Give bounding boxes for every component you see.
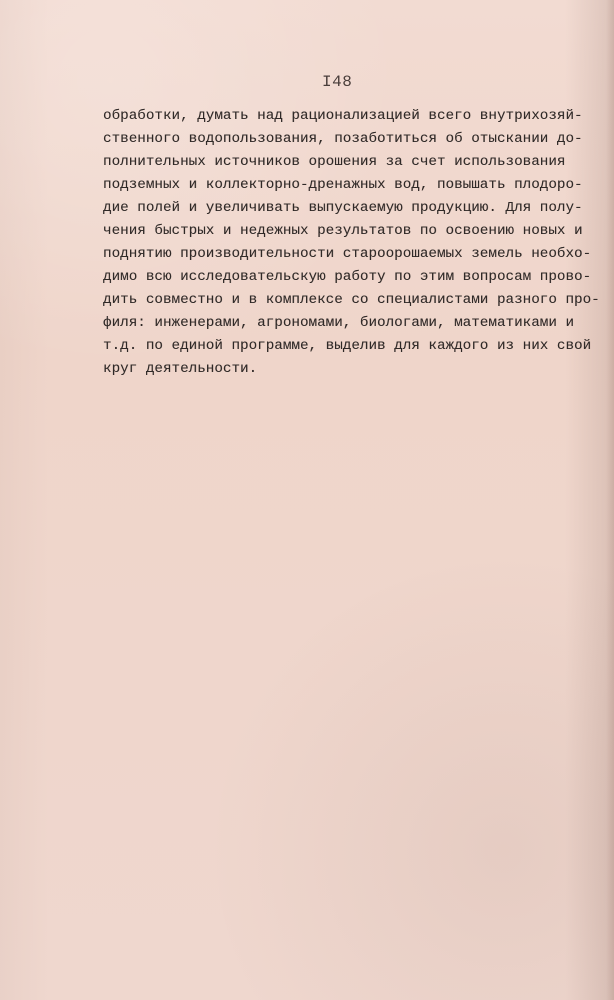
text-line: димо всю исследовательскую работу по этим вопросам прово-	[103, 269, 592, 285]
text-line: дие полей и увеличивать выпускаемую продукцию. Для полу-	[103, 200, 583, 216]
text-line: подземных и коллекторно-дренажных вод, повышать плодоро-	[103, 177, 583, 193]
paper-edge	[606, 0, 614, 1000]
body-text	[103, 105, 600, 381]
text-line: полнительных источников орошения за счет использования	[103, 154, 566, 170]
page-number: I48	[322, 73, 353, 91]
text-line: филя: инженерами, агрономами, биологами, математиками и	[103, 315, 575, 331]
text-line: поднятию производительности староорошаемых земель необхо-	[103, 246, 592, 262]
text-line: т.д. по единой программе, выделив для каждого из них свой	[103, 338, 592, 354]
text-line: обработки, думать над рационализацией всего внутрихозяй-	[103, 108, 583, 124]
text-line: ственного водопользования, позаботиться об отыскании до-	[103, 131, 583, 147]
text-line: круг деятельности.	[103, 361, 258, 377]
text-line: чения быстрых и недежных результатов по освоению новых и	[103, 223, 583, 239]
text-line: дить совместно и в комплексе со специалистами разного про-	[103, 292, 600, 308]
